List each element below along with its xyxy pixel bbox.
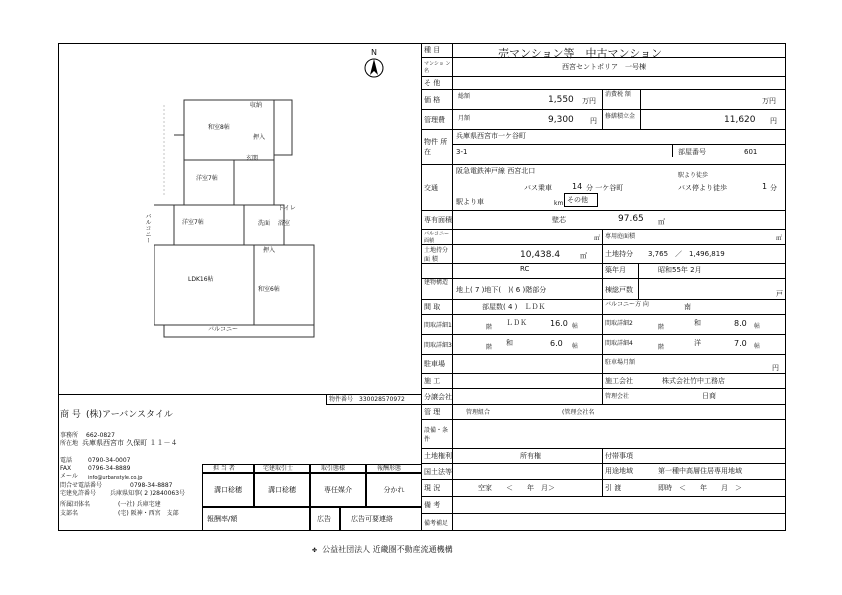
agent-name: (株)アーバンスタイル <box>86 410 173 420</box>
car-label: 駅より車 <box>456 198 484 206</box>
bus-walk-label: バス停より徒歩 <box>678 184 727 192</box>
repair-value: 11,620 <box>724 115 756 125</box>
management-label: 管 理 <box>422 405 453 419</box>
remarks2-label: 備考補足 <box>422 514 453 531</box>
assoc-value: (一社) 兵庫宅建 <box>118 501 161 508</box>
parking-fee-unit: 円 <box>772 364 779 372</box>
handover-label: 引 渡 <box>605 484 622 492</box>
plan-room-label: バルコニー <box>144 213 151 243</box>
tel-label: 電話 <box>60 457 73 464</box>
other-row <box>422 77 786 90</box>
repair-unit: 円 <box>770 117 777 125</box>
land-rights-label: 土地権利 <box>422 449 453 463</box>
room-detail1-floor: 階 <box>486 324 493 331</box>
remarks-row <box>422 497 786 514</box>
room-detail4-label: 間取詳細4 <box>605 340 633 347</box>
north-label: N <box>371 48 377 57</box>
tel-value: 0790-34-0007 <box>88 457 131 464</box>
units-unit: 戸 <box>776 290 783 298</box>
traffic-label: 交通 <box>422 165 453 210</box>
room-detail4-size: 7.0 <box>734 339 747 348</box>
status-row <box>422 480 786 497</box>
area-row <box>422 211 786 230</box>
other-label: そ 他 <box>422 77 453 89</box>
land-rights-row <box>422 449 786 464</box>
builder-row <box>422 374 786 389</box>
room-detail3-label: 間取詳細3 <box>422 335 453 354</box>
minute-unit: 分 <box>770 184 777 192</box>
branch-value: (宅) 阪神・西宮 支部 <box>118 510 179 517</box>
fees-monthly-label: 月額 <box>458 115 471 122</box>
layout-value: 部屋数( 4 ) ＬＤＫ <box>482 303 546 311</box>
plan-room-label: 和室8帖 <box>208 124 230 131</box>
plan-room-label: 洋室7帖 <box>196 175 218 182</box>
land-label: 土地持分 面 積 <box>422 245 453 263</box>
traffic-row <box>422 165 786 211</box>
plan-room-label: 洋室7帖 <box>182 219 204 226</box>
agent-header: 宅建取引士 <box>263 465 294 472</box>
encumbrance-label: 付帯事項 <box>605 452 633 460</box>
private-garden-unit: ㎡ <box>776 235 783 242</box>
ad-value: 広告可要連絡 <box>351 515 393 523</box>
conditions-label: 設備・条件 <box>422 420 453 448</box>
type-row <box>422 43 786 58</box>
room-detail1-type: ＬＤＫ <box>506 319 527 327</box>
built-label: 築年月 <box>605 266 626 274</box>
units-label: 棟総戸数 <box>605 286 633 294</box>
plan-room-label: 押入 <box>253 134 266 141</box>
plan-room-label: 収納 <box>250 102 263 109</box>
address-line1: 兵庫県西宮市一ケ谷町 <box>456 132 526 140</box>
floors-text: 地上( 7 )地下( )( 6 )階部分 <box>456 286 547 294</box>
structure-value: RC <box>520 265 530 273</box>
conditions-row <box>422 420 786 449</box>
management-company: (管理会社名 <box>562 409 595 416</box>
type-label: 種 目 <box>422 43 453 57</box>
fees-unit: 円 <box>590 117 597 125</box>
status-label: 現 況 <box>422 480 453 496</box>
transaction-type: 専任媒介 <box>324 485 352 494</box>
mansion-name: 西宮セントポリア 一号棟 <box>562 63 646 71</box>
property-details <box>422 43 786 531</box>
footer-text: 公益社団法人 近畿圏不動産流通機構 <box>322 545 453 554</box>
parking-label: 駐車場 <box>422 355 453 373</box>
price-label: 価 格 <box>422 90 453 109</box>
fees-label: 管理費 <box>422 110 453 129</box>
room-detail2-label: 間取詳細2 <box>605 320 633 327</box>
room-detail1-unit: 帖 <box>572 323 579 330</box>
type-value: 売マンション等 中古マンション <box>498 47 663 60</box>
land-share-label: 土地持分 <box>605 250 633 258</box>
land-value: 10,438.4 <box>520 250 561 260</box>
fee-header: 報酬形態 <box>377 465 402 472</box>
mail-value: info@urbanstyle.co.jp <box>88 475 143 481</box>
built-value: 昭和55年 2月 <box>658 266 702 274</box>
contact-value: 0798-34-8887 <box>130 482 173 489</box>
floor-plan-area <box>58 43 422 395</box>
location-label: 物件 所在 <box>422 130 453 164</box>
balcony-direction-value: 南 <box>684 303 691 311</box>
land-row <box>422 245 786 264</box>
land-unit: ㎡ <box>580 252 587 260</box>
north-arrow-icon <box>364 57 384 79</box>
room-label: 部屋番号 <box>678 148 706 156</box>
plan-room-label: 浴室 <box>278 220 291 227</box>
status-value: 空家 ＜ 年 月＞ <box>478 484 555 492</box>
price-row <box>422 90 786 110</box>
balcony-area-unit: ㎡ <box>594 235 601 242</box>
layout-label: 間 取 <box>422 300 453 314</box>
fees-row <box>422 110 786 130</box>
room-detail2-floor: 階 <box>658 324 665 331</box>
land-share-value: 3,765 ／ 1,496,819 <box>648 250 725 258</box>
fax-value: 0796-34-8889 <box>88 465 131 472</box>
room-detail3-unit: 帖 <box>572 343 579 350</box>
traffic-other: その他 <box>567 196 588 204</box>
license-label: 宅建免許番号 <box>60 490 97 497</box>
station-walk: 駅より徒歩 <box>678 172 709 179</box>
plan-room-label: 和室6帖 <box>258 286 280 293</box>
transaction-header: 取引態様 <box>321 465 346 472</box>
address-label: 所在地 <box>60 440 79 447</box>
plan-room-label: 洗面 <box>258 220 271 227</box>
room-detail4-unit: 帖 <box>754 343 761 350</box>
address-line2: 3-1 <box>456 148 468 156</box>
plan-room-label: トイレ <box>278 205 296 212</box>
staff-table <box>202 464 422 531</box>
contact-label: 問合せ電話番号 <box>60 482 103 489</box>
fees-value: 9,300 <box>548 115 574 125</box>
room-detail4-type: 洋 <box>694 339 701 347</box>
area-unit: ㎡ <box>658 218 665 226</box>
fax-label: FAX <box>60 465 72 472</box>
parking-fee-label: 駐車場月額 <box>605 359 636 366</box>
agent-info <box>58 395 422 531</box>
tax-label: 消費税 額 <box>605 91 631 98</box>
plan-room-label: LDK16帖 <box>188 276 214 283</box>
builder-company-value: 株式会社竹中工務店 <box>662 377 725 385</box>
ad-label: 広告 <box>317 515 331 523</box>
building-row <box>422 264 786 300</box>
price-unit: 万円 <box>582 97 596 105</box>
fee-type: 分かれ <box>383 485 405 494</box>
balcony-direction-label: バルコニー方 向 <box>605 301 649 308</box>
management-value: 管理組合 <box>466 409 491 416</box>
price-value: 1,550 <box>548 95 574 105</box>
balcony-area-label: バルコニー面積 <box>422 230 453 244</box>
builder-company-label: 施工会社 <box>605 377 633 385</box>
room-detail3-floor: 階 <box>486 344 493 351</box>
area-label: 専有面積 <box>422 211 453 229</box>
area-value: 97.65 <box>618 214 644 224</box>
bus-stop: 分 一ケ谷町 <box>586 184 624 192</box>
postal-code: 662-0827 <box>86 432 115 439</box>
price-total-label: 総額 <box>458 93 471 100</box>
branch-label: 支部名 <box>60 510 79 517</box>
management-row <box>422 405 786 420</box>
area-type: 壁芯 <box>552 216 566 224</box>
rooms-row-2 <box>422 335 786 355</box>
room-detail2-unit: 帖 <box>754 323 761 330</box>
license-value: 兵庫県知事( 2 )2840063号 <box>110 490 186 497</box>
mgmt-company-label: 管理会社 <box>605 393 630 400</box>
bus-label: バス乗車 <box>524 184 552 192</box>
balcony-area-row <box>422 230 786 245</box>
floor-plan-drawing <box>154 95 334 345</box>
room-detail1-size: 16.0 <box>550 319 568 328</box>
mgmt-company-value: 日商 <box>702 392 716 400</box>
room-detail2-type: 和 <box>694 319 701 327</box>
handover-value: 即時 ＜ 年 月 ＞ <box>658 484 742 492</box>
office-label: 事務所 <box>60 432 79 439</box>
plan-room-label: 押入 <box>263 247 276 254</box>
repair-label: 修繕積立金 <box>605 113 636 120</box>
zoning-use-label: 用途地域 <box>605 467 633 475</box>
room-detail1-label: 間取詳細1 <box>422 315 453 334</box>
agent-name-label: 商 号 <box>60 410 81 420</box>
land-rights-value: 所有権 <box>520 452 541 460</box>
structure-label: 建物構造 <box>422 264 453 299</box>
property-number-label: 物件番号 <box>329 396 354 403</box>
left-panel <box>58 43 422 531</box>
car-unit: km <box>554 200 564 207</box>
agent-address: 兵庫県西宮市 久保町 １１－４ <box>82 439 178 447</box>
room-detail4-floor: 階 <box>658 344 665 351</box>
agent-name-cell: 溝口稔穂 <box>268 485 296 494</box>
private-garden-label: 専用庭面積 <box>605 233 636 240</box>
plan-room-label: 玄関 <box>246 155 259 162</box>
room-value: 601 <box>744 148 758 156</box>
mail-label: メール <box>60 473 78 480</box>
rooms-row-1 <box>422 315 786 335</box>
parking-row <box>422 355 786 374</box>
seller-row <box>422 389 786 405</box>
room-detail2-size: 8.0 <box>734 319 747 328</box>
name-row <box>422 58 786 77</box>
location-row <box>422 130 786 165</box>
remarks2-row <box>422 514 786 531</box>
bus-minutes: 14 <box>572 182 583 191</box>
name-label: マンショ ン名 <box>422 58 453 76</box>
builder-label: 施 工 <box>422 374 453 388</box>
plan-room-label: バルコニー <box>208 326 239 333</box>
north-arrow <box>364 49 384 83</box>
assoc-label: 所属団体名 <box>60 501 91 508</box>
zoning-value: 第一種中高層住居専用地域 <box>658 467 742 475</box>
bus-walk-minutes: 1 <box>762 182 768 191</box>
zoning-label: 国土法等 <box>422 464 453 479</box>
room-detail3-type: 和 <box>506 339 513 347</box>
remarks-label: 備 考 <box>422 497 453 513</box>
tax-unit: 万円 <box>762 97 776 105</box>
staff-header: 担 当 者 <box>213 465 235 472</box>
property-number: 330028570972 <box>359 396 405 403</box>
footer-logo-icon: ✤ <box>312 547 318 554</box>
footer <box>312 537 453 556</box>
layout-row <box>422 300 786 315</box>
fee-rate-label: 報酬率/額 <box>207 515 238 523</box>
seller-label: 分譲会社 <box>422 389 453 404</box>
staff-name: 溝口稔穂 <box>214 485 242 494</box>
room-detail3-size: 6.0 <box>550 339 563 348</box>
zoning-row <box>422 464 786 480</box>
traffic-line: 阪急電鉄神戸線 西宮北口 <box>456 167 536 175</box>
